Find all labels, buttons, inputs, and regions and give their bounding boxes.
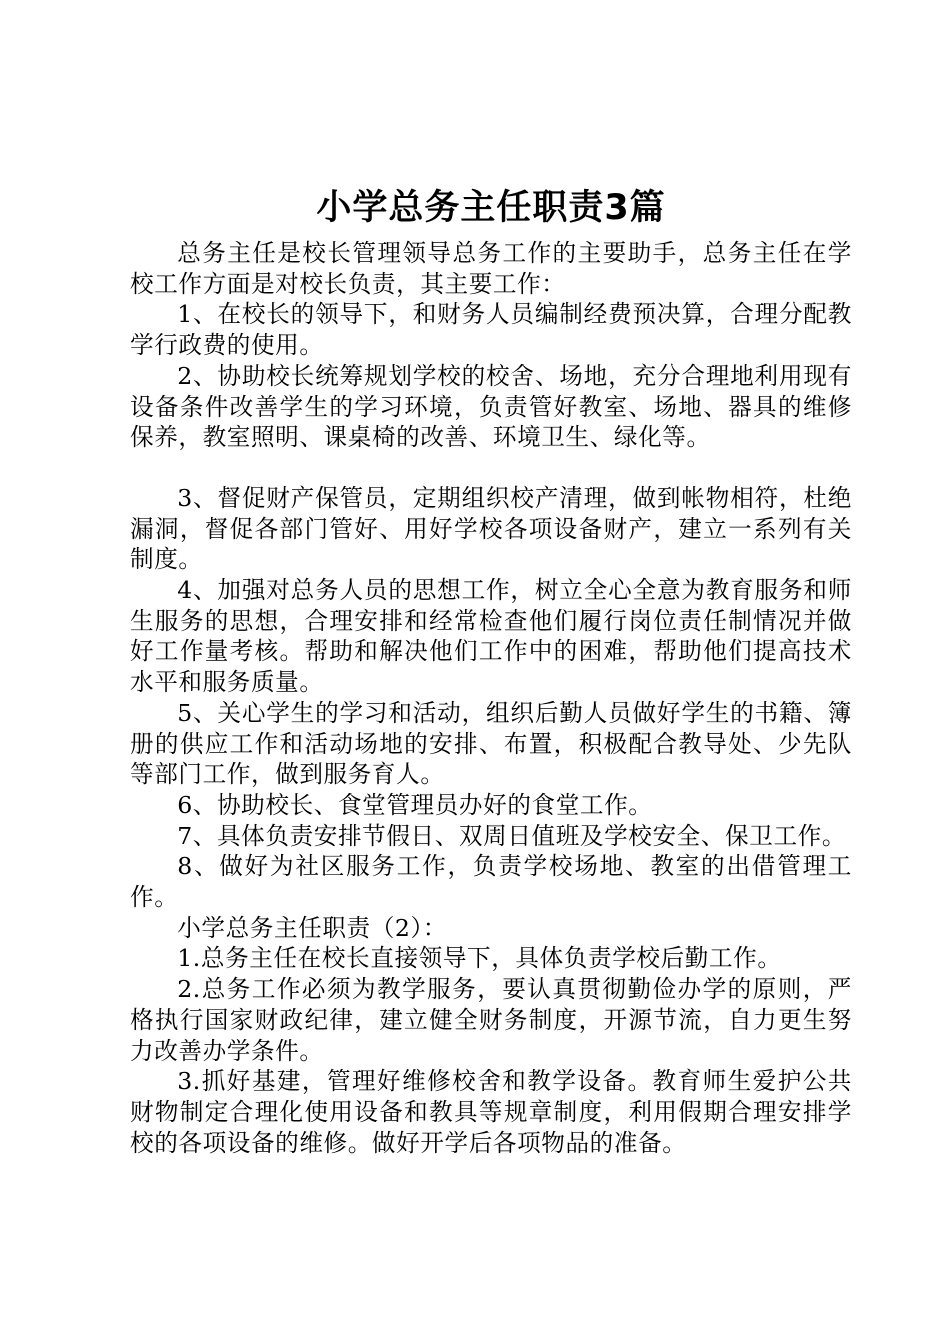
paragraph-gap: [130, 453, 852, 483]
paragraph-section2-item-2: 2.总务工作必须为教学服务，要认真贯彻勤俭办学的原则，严格执行国家财政纪律，建立健全财务制度，开源节流，自力更生努力改善办学条件。: [130, 975, 852, 1065]
document-page: [130, 182, 852, 1158]
paragraph-item-7: 7、具体负责安排节假日、双周日值班及学校安全、保卫工作。: [177, 821, 847, 850]
paragraph-section2-item-1: 1.总务主任在校长直接领导下，具体负责学校后勤工作。: [177, 944, 782, 973]
paragraph-item-5: 5、关心学生的学习和活动，组织后勤人员做好学生的书籍、簿册的供应工作和活动场地的安排、布置，积极配合教导处、少先队等部门工作，做到服务育人。: [130, 698, 852, 789]
section-heading-2: 小学总务主任职责（2）：: [177, 913, 448, 942]
paragraph-item-1: 1、在校长的领导下，和财务人员编制经费预决算，合理分配教学行政费的使用。: [130, 300, 852, 360]
paragraph-item-6: 6、协助校长、食堂管理员办好的食堂工作。: [177, 790, 653, 819]
paragraph-item-3: 3、督促财产保管员，定期组织校产清理，做到帐物相符，杜绝漏洞，督促各部门管好、用好学校各项设备财产，建立一系列有关制度。: [130, 483, 852, 574]
document-title: 小学总务主任职责3篇: [316, 188, 666, 228]
paragraph-intro: 总务主任是校长管理领导总务工作的主要助手，总务主任在学校工作方面是对校长负责，其主要工作：: [130, 239, 852, 298]
paragraph-item-2: 2、协助校长统筹规划学校的校舍、场地，充分合理地利用现有设备条件改善学生的学习环境，负责管好教室、场地、器具的维修保养，教室照明、课桌椅的改善、环境卫生、绿化等。: [130, 361, 852, 452]
paragraph-section2-item-3: 3.抓好基建，管理好维修校舍和教学设备。教育师生爱护公共财物制定合理化使用设备和教具等规章制度，利用假期合理安排学校的各项设备的维修。做好开学后各项物品的准备。: [130, 1067, 852, 1157]
paragraph-item-4: 4、加强对总务人员的思想工作，树立全心全意为教育服务和师生服务的思想，合理安排和经常检查他们履行岗位责任制情况并做好工作量考核。帮助和解决他们工作中的困难，帮助他们提高技术水平和服务质量。: [130, 576, 852, 697]
paragraph-item-8: 8、做好为社区服务工作，负责学校场地、教室的出借管理工作。: [130, 852, 852, 912]
